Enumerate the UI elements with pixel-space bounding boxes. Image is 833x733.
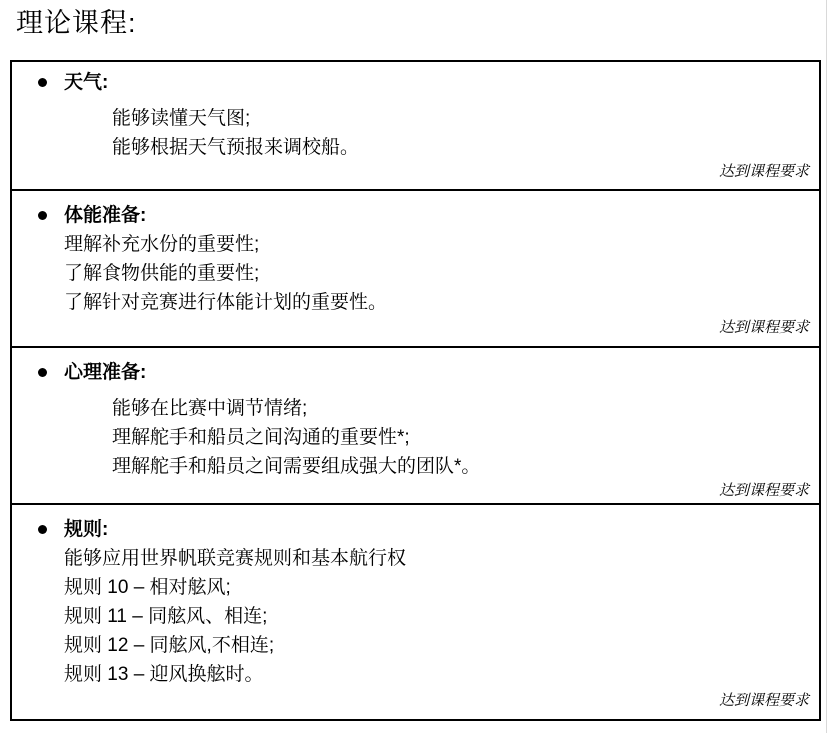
course-table [10, 60, 821, 721]
body-line: 规则 10 – 相对舷风; [64, 577, 231, 598]
section-physical-prep [12, 189, 819, 346]
bullet-icon [38, 78, 47, 87]
section-body [64, 544, 811, 689]
section-body [112, 104, 811, 162]
body-line: 能够根据天气预报来调校船。 [112, 137, 360, 158]
status-note: 达到课程要求 [718, 163, 809, 180]
section-heading-row [26, 515, 811, 544]
status-note: 达到课程要求 [718, 319, 809, 336]
section-heading: 天气: [64, 72, 109, 93]
body-line: 理解补充水份的重要性; [64, 234, 260, 255]
body-line: 理解舵手和船员之间沟通的重要性*; [112, 427, 410, 448]
section-weather [12, 62, 819, 189]
body-line: 规则 11 – 同舷风、相连; [64, 606, 268, 627]
body-line: 了解食物供能的重要性; [64, 263, 260, 284]
status-note: 达到课程要求 [718, 692, 809, 709]
body-line: 理解舵手和船员之间需要组成强大的团队*。 [112, 456, 481, 477]
body-line: 规则 13 – 迎风换舷时。 [64, 664, 264, 685]
page-title: 理论课程: [16, 8, 137, 38]
section-heading-row [26, 358, 811, 387]
page-edge-line [826, 0, 827, 733]
bullet-icon [38, 525, 47, 534]
section-heading: 体能准备: [64, 205, 147, 226]
bullet-icon [38, 211, 47, 220]
section-heading: 规则: [64, 519, 109, 540]
section-mental-prep [12, 346, 819, 503]
section-body [112, 394, 811, 481]
body-line: 能够在比赛中调节情绪; [112, 398, 308, 419]
section-rules [12, 503, 819, 719]
section-body [64, 230, 811, 317]
body-line: 规则 12 – 同舷风,不相连; [64, 635, 275, 656]
body-line: 能够应用世界帆联竞赛规则和基本航行权 [64, 548, 407, 569]
section-heading: 心理准备: [64, 362, 147, 383]
body-line: 了解针对竞赛进行体能计划的重要性。 [64, 292, 388, 313]
section-heading-row [26, 201, 811, 230]
section-heading-row [26, 68, 811, 97]
status-note: 达到课程要求 [718, 482, 809, 499]
body-line: 能够读懂天气图; [112, 108, 251, 129]
bullet-icon [38, 368, 47, 377]
